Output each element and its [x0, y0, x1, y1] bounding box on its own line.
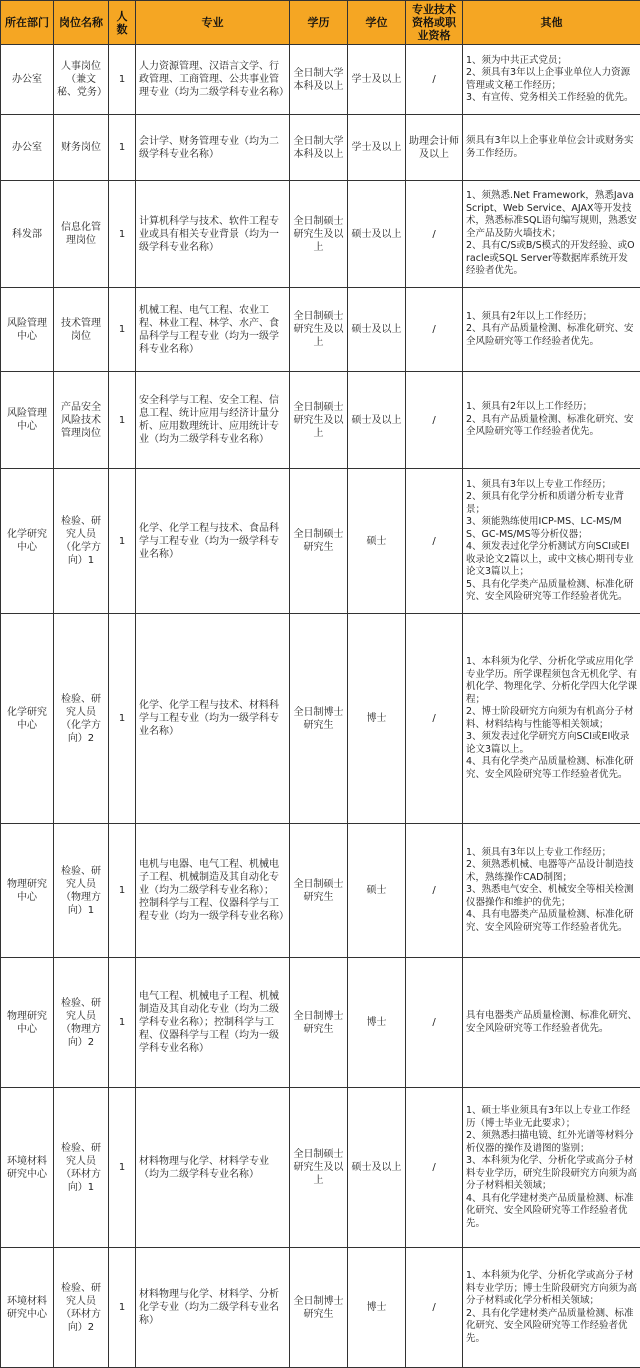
dept-cell: 物理研究中心	[1, 958, 54, 1088]
major-cell: 材料物理与化学、材料学、分析化学专业（均为二级学科专业名称）	[136, 1248, 290, 1368]
qualification-cell: 助理会计师及以上	[406, 115, 463, 181]
other-cell: 1、须具有3年以上专业工作经历； 2、须具有化学分析和质谱分析专业背景； 3、须能熟练使用ICP-MS、LC-MS/MS、GC-MS/MS等分析仪器； 4、须发表过化学分析测试方向SCI或EI收录论文2篇以上，或中文核心期刊专业论文3篇以上； 5、具有化学类产品质量检测、标准化研究、安全风险研究等工作经验者优先。	[463, 469, 640, 614]
count-cell: 1	[109, 372, 136, 469]
degree-cell: 硕士及以上	[348, 1088, 406, 1248]
count-cell: 1	[109, 181, 136, 288]
dept-cell: 办公室	[1, 115, 54, 181]
qualification-cell: /	[406, 1248, 463, 1368]
count-cell: 1	[109, 824, 136, 958]
position-cell: 人事岗位（兼文秘、党务）	[54, 45, 109, 115]
position-cell: 检验、研究人员（物理方向）2	[54, 958, 109, 1088]
qualification-cell: /	[406, 288, 463, 372]
degree-cell: 硕士及以上	[348, 288, 406, 372]
table-row	[1, 45, 640, 115]
count-cell: 1	[109, 614, 136, 824]
position-cell: 检验、研究人员（环材方向）1	[54, 1088, 109, 1248]
count-cell: 1	[109, 469, 136, 614]
position-cell: 技术管理岗位	[54, 288, 109, 372]
other-cell: 1、须具有2年以上工作经历； 2、具有产品质量检测、标准化研究、安全风险研究等工作经验者优先。	[463, 288, 640, 372]
qualification-cell: /	[406, 181, 463, 288]
dept-cell: 环境材料研究中心	[1, 1248, 54, 1368]
major-cell: 材料物理与化学、材料学专业（均为二级学科专业名称）	[136, 1088, 290, 1248]
other-cell: 1、本科须为化学、分析化学或应用化学专业学历。所学课程须包含无机化学、有机化学、物理化学、分析化学四大化学课程； 2、博士阶段研究方向须为有机高分子材料、材料结构与性能等相关领域； 3、须发表过化学研究方向SCI或EI收录论文3篇以上。 4、具有化学类产品质量检测、标准化研究、安全风险研究等工作经验者优先。	[463, 614, 640, 824]
header-dept: 所在部门	[1, 1, 54, 45]
qualification-cell: /	[406, 958, 463, 1088]
position-cell: 产品安全风险技术管理岗位	[54, 372, 109, 469]
count-cell: 1	[109, 45, 136, 115]
header-row	[1, 1, 640, 45]
major-cell: 安全科学与工程、安全工程、信息工程、统计应用与经济计量分析、应用数理统计、应用统计专业（均为二级学科专业名称）	[136, 372, 290, 469]
count-cell: 1	[109, 288, 136, 372]
position-cell: 检验、研究人员（化学方向）1	[54, 469, 109, 614]
other-cell: 1、须为中共正式党员； 2、须具有3年以上企事业单位人力资源管理或文秘工作经历； 3、有宣传、党务相关工作经验的优先。	[463, 45, 640, 115]
header-education: 学历	[290, 1, 348, 45]
education-cell: 全日制硕士研究生及以上	[290, 372, 348, 469]
major-cell: 电机与电器、电气工程、机械电子工程、机械制造及其自动化专业（均为二级学科专业名称）； 控制科学与工程、仪器科学与工程专业（均为一级学科专业名称）	[136, 824, 290, 958]
degree-cell: 硕士	[348, 469, 406, 614]
other-cell: 1、硕士毕业须具有3年以上专业工作经历（博士毕业无此要求）； 2、须熟悉扫描电镜、红外光谱等材料分析仪器的操作及谱图的鉴别； 3、本科须为化学、分析化学或高分子材料专业学历，研究生阶段研究方向须为高分子材料相关领域； 4、具有化学建材类产品质量检测、标准化研究、安全风险研究等工作经验者优先。	[463, 1088, 640, 1248]
major-cell: 电气工程、机械电子工程、机械制造及其自动化专业（均为二级学科专业名称）；控制科学与工程、仪器科学与工程（均为一级学科专业名称）	[136, 958, 290, 1088]
major-cell: 人力资源管理、汉语言文学、行政管理、工商管理、公共事业管理专业（均为二级学科专业名称）	[136, 45, 290, 115]
qualification-cell: /	[406, 45, 463, 115]
education-cell: 全日制博士研究生	[290, 1248, 348, 1368]
table-row	[1, 824, 640, 958]
education-cell: 全日制博士研究生	[290, 958, 348, 1088]
header-degree: 学位	[348, 1, 406, 45]
position-cell: 财务岗位	[54, 115, 109, 181]
degree-cell: 博士	[348, 1248, 406, 1368]
degree-cell: 学士及以上	[348, 115, 406, 181]
major-cell: 机械工程、电气工程、农业工程、林业工程、林学、水产、食品科学与工程专业（均为一级学科专业名称）	[136, 288, 290, 372]
table-row	[1, 958, 640, 1088]
degree-cell: 博士	[348, 958, 406, 1088]
other-cell: 1、须具有3年以上专业工作经历； 2、须熟悉机械、电器等产品设计制造技术，熟练操作CAD制图； 3、熟悉电气安全、机械安全等相关检测仪器操作和维护的优先； 4、具有电器类产品质量检测、标准化研究、安全风险研究等工作经验者优先。	[463, 824, 640, 958]
major-cell: 会计学、财务管理专业（均为二级学科专业名称）	[136, 115, 290, 181]
table-row	[1, 469, 640, 614]
table-row	[1, 288, 640, 372]
degree-cell: 博士	[348, 614, 406, 824]
table-row	[1, 181, 640, 288]
position-cell: 检验、研究人员（化学方向）2	[54, 614, 109, 824]
education-cell: 全日制大学本科及以上	[290, 45, 348, 115]
position-cell: 信息化管理岗位	[54, 181, 109, 288]
degree-cell: 硕士及以上	[348, 372, 406, 469]
position-cell: 检验、研究人员（物理方向）1	[54, 824, 109, 958]
dept-cell: 风险管理中心	[1, 288, 54, 372]
education-cell: 全日制硕士研究生及以上	[290, 288, 348, 372]
other-cell: 具有电器类产品质量检测、标准化研究、安全风险研究等工作经验者优先。	[463, 958, 640, 1088]
major-cell: 计算机科学与技术、软件工程专业或具有相关专业背景（均为一级学科专业名称）	[136, 181, 290, 288]
qualification-cell: /	[406, 824, 463, 958]
table-row	[1, 372, 640, 469]
header-major: 专业	[136, 1, 290, 45]
dept-cell: 环境材料研究中心	[1, 1088, 54, 1248]
other-cell: 1、须熟悉.Net Framework，熟悉JavaScript、Web Service、AJAX等开发技术，熟悉标准SQL语句编写规则，熟悉安全产品及防火墙技术； 2、具有C/S或B/S模式的开发经验、或Oracle或SQL Server等数据库系统开发经验者优先。	[463, 181, 640, 288]
education-cell: 全日制博士研究生	[290, 614, 348, 824]
table-row	[1, 1088, 640, 1248]
degree-cell: 硕士及以上	[348, 181, 406, 288]
table-row	[1, 1248, 640, 1368]
other-cell: 1、本科须为化学、分析化学或高分子材料专业学历；博士生阶段研究方向须为高分子材料或化学分析相关领域； 2、具有化学建材类产品质量检测、标准化研究、安全风险研究等工作经验者优先。	[463, 1248, 640, 1368]
education-cell: 全日制硕士研究生	[290, 824, 348, 958]
header-other: 其他	[463, 1, 640, 45]
education-cell: 全日制硕士研究生	[290, 469, 348, 614]
position-cell: 检验、研究人员（环材方向）2	[54, 1248, 109, 1368]
degree-cell: 硕士	[348, 824, 406, 958]
header-count: 人数	[109, 1, 136, 45]
degree-cell: 学士及以上	[348, 45, 406, 115]
count-cell: 1	[109, 115, 136, 181]
education-cell: 全日制硕士研究生及以上	[290, 1088, 348, 1248]
table-row	[1, 614, 640, 824]
qualification-cell: /	[406, 469, 463, 614]
other-cell: 须具有3年以上企事业单位会计或财务实务工作经历。	[463, 115, 640, 181]
dept-cell: 科发部	[1, 181, 54, 288]
header-position: 岗位名称	[54, 1, 109, 45]
count-cell: 1	[109, 958, 136, 1088]
table-row	[1, 115, 640, 181]
dept-cell: 风险管理中心	[1, 372, 54, 469]
education-cell: 全日制大学本科及以上	[290, 115, 348, 181]
dept-cell: 化学研究中心	[1, 469, 54, 614]
qualification-cell: /	[406, 372, 463, 469]
other-cell: 1、须具有2年以上工作经历； 2、具有产品质量检测、标准化研究、安全风险研究等工作经验者优先。	[463, 372, 640, 469]
dept-cell: 物理研究中心	[1, 824, 54, 958]
major-cell: 化学、化学工程与技术、材料科学与工程专业（均为一级学科专业名称）	[136, 614, 290, 824]
qualification-cell: /	[406, 614, 463, 824]
header-qualification: 专业技术资格或职业资格	[406, 1, 463, 45]
count-cell: 1	[109, 1088, 136, 1248]
dept-cell: 化学研究中心	[1, 614, 54, 824]
qualification-cell: /	[406, 1088, 463, 1248]
count-cell: 1	[109, 1248, 136, 1368]
major-cell: 化学、化学工程与技术、食品科学与工程专业（均为一级学科专业名称）	[136, 469, 290, 614]
education-cell: 全日制硕士研究生及以上	[290, 181, 348, 288]
dept-cell: 办公室	[1, 45, 54, 115]
